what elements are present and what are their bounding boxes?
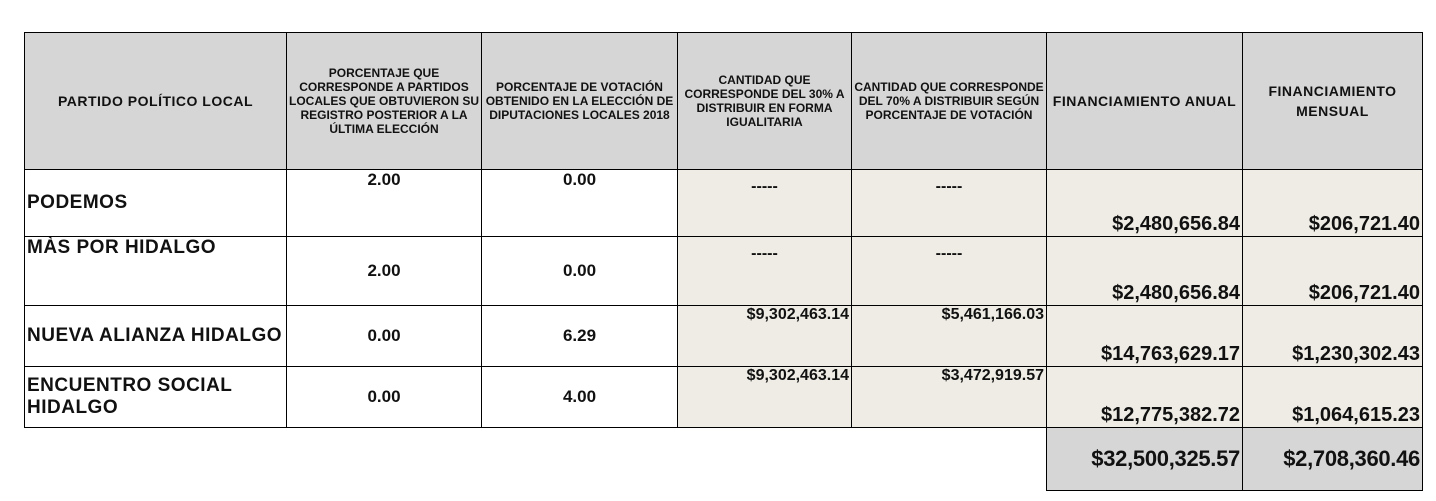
blank-cell	[482, 428, 678, 491]
header-row	[25, 33, 1423, 170]
cell-cantidad-30: -----	[678, 170, 852, 237]
blank-cell	[25, 428, 287, 491]
cell-financiamiento-anual: $14,763,629.17	[1047, 306, 1243, 367]
blank-cell	[678, 428, 852, 491]
blank-cell	[852, 428, 1047, 491]
header-porcentaje-votacion: PORCENTAJE DE VOTACIÓN OBTENIDO EN LA ELECCIÓN DE DIPUTACIONES LOCALES 2018	[482, 33, 678, 170]
total-mensual: $2,708,360.46	[1243, 428, 1423, 491]
cell-porcentaje-registro: 2.00	[287, 170, 482, 237]
table-row	[25, 237, 1423, 306]
cell-financiamiento-mensual: $206,721.40	[1243, 237, 1423, 306]
table-row	[25, 306, 1423, 367]
header-cantidad-70: CANTIDAD QUE CORRESPONDE DEL 70% A DISTRIBUIR SEGÚN PORCENTAJE DE VOTACIÓN	[852, 33, 1047, 170]
cell-cantidad-30: $9,302,463.14	[678, 306, 852, 367]
header-financiamiento-mensual: FINANCIAMIENTO MENSUAL	[1243, 33, 1423, 170]
financing-table	[24, 32, 1423, 491]
cell-financiamiento-mensual: $1,230,302.43	[1243, 306, 1423, 367]
cell-partido: MÀS POR HIDALGO	[25, 237, 287, 306]
blank-cell	[287, 428, 482, 491]
total-anual: $32,500,325.57	[1047, 428, 1243, 491]
cell-porcentaje-votacion: 6.29	[482, 306, 678, 367]
cell-porcentaje-registro: 2.00	[287, 237, 482, 306]
cell-financiamiento-mensual: $206,721.40	[1243, 170, 1423, 237]
cell-partido: NUEVA ALIANZA HIDALGO	[25, 306, 287, 367]
cell-porcentaje-registro: 0.00	[287, 306, 482, 367]
totals-row	[25, 428, 1423, 491]
header-porcentaje-registro: PORCENTAJE QUE CORRESPONDE A PARTIDOS LOCALES QUE OBTUVIERON SU REGISTRO POSTERIOR A LA ÚLTIMA ELECCIÓN	[287, 33, 482, 170]
cell-cantidad-70: -----	[852, 170, 1047, 237]
cell-porcentaje-registro: 0.00	[287, 367, 482, 428]
header-cantidad-30: CANTIDAD QUE CORRESPONDE DEL 30% A DISTRIBUIR EN FORMA IGUALITARIA	[678, 33, 852, 170]
cell-cantidad-30: $9,302,463.14	[678, 367, 852, 428]
cell-financiamiento-anual: $2,480,656.84	[1047, 237, 1243, 306]
table-row	[25, 367, 1423, 428]
cell-porcentaje-votacion: 4.00	[482, 367, 678, 428]
cell-partido: ENCUENTRO SOCIAL HIDALGO	[25, 367, 287, 428]
table-row	[25, 170, 1423, 237]
cell-cantidad-30: -----	[678, 237, 852, 306]
header-partido: PARTIDO POLÍTICO LOCAL	[25, 33, 287, 170]
cell-cantidad-70: $5,461,166.03	[852, 306, 1047, 367]
cell-financiamiento-anual: $2,480,656.84	[1047, 170, 1243, 237]
cell-porcentaje-votacion: 0.00	[482, 237, 678, 306]
cell-financiamiento-anual: $12,775,382.72	[1047, 367, 1243, 428]
cell-cantidad-70: -----	[852, 237, 1047, 306]
header-financiamiento-anual: FINANCIAMIENTO ANUAL	[1047, 33, 1243, 170]
cell-partido: PODEMOS	[25, 170, 287, 237]
cell-porcentaje-votacion: 0.00	[482, 170, 678, 237]
cell-cantidad-70: $3,472,919.57	[852, 367, 1047, 428]
cell-financiamiento-mensual: $1,064,615.23	[1243, 367, 1423, 428]
